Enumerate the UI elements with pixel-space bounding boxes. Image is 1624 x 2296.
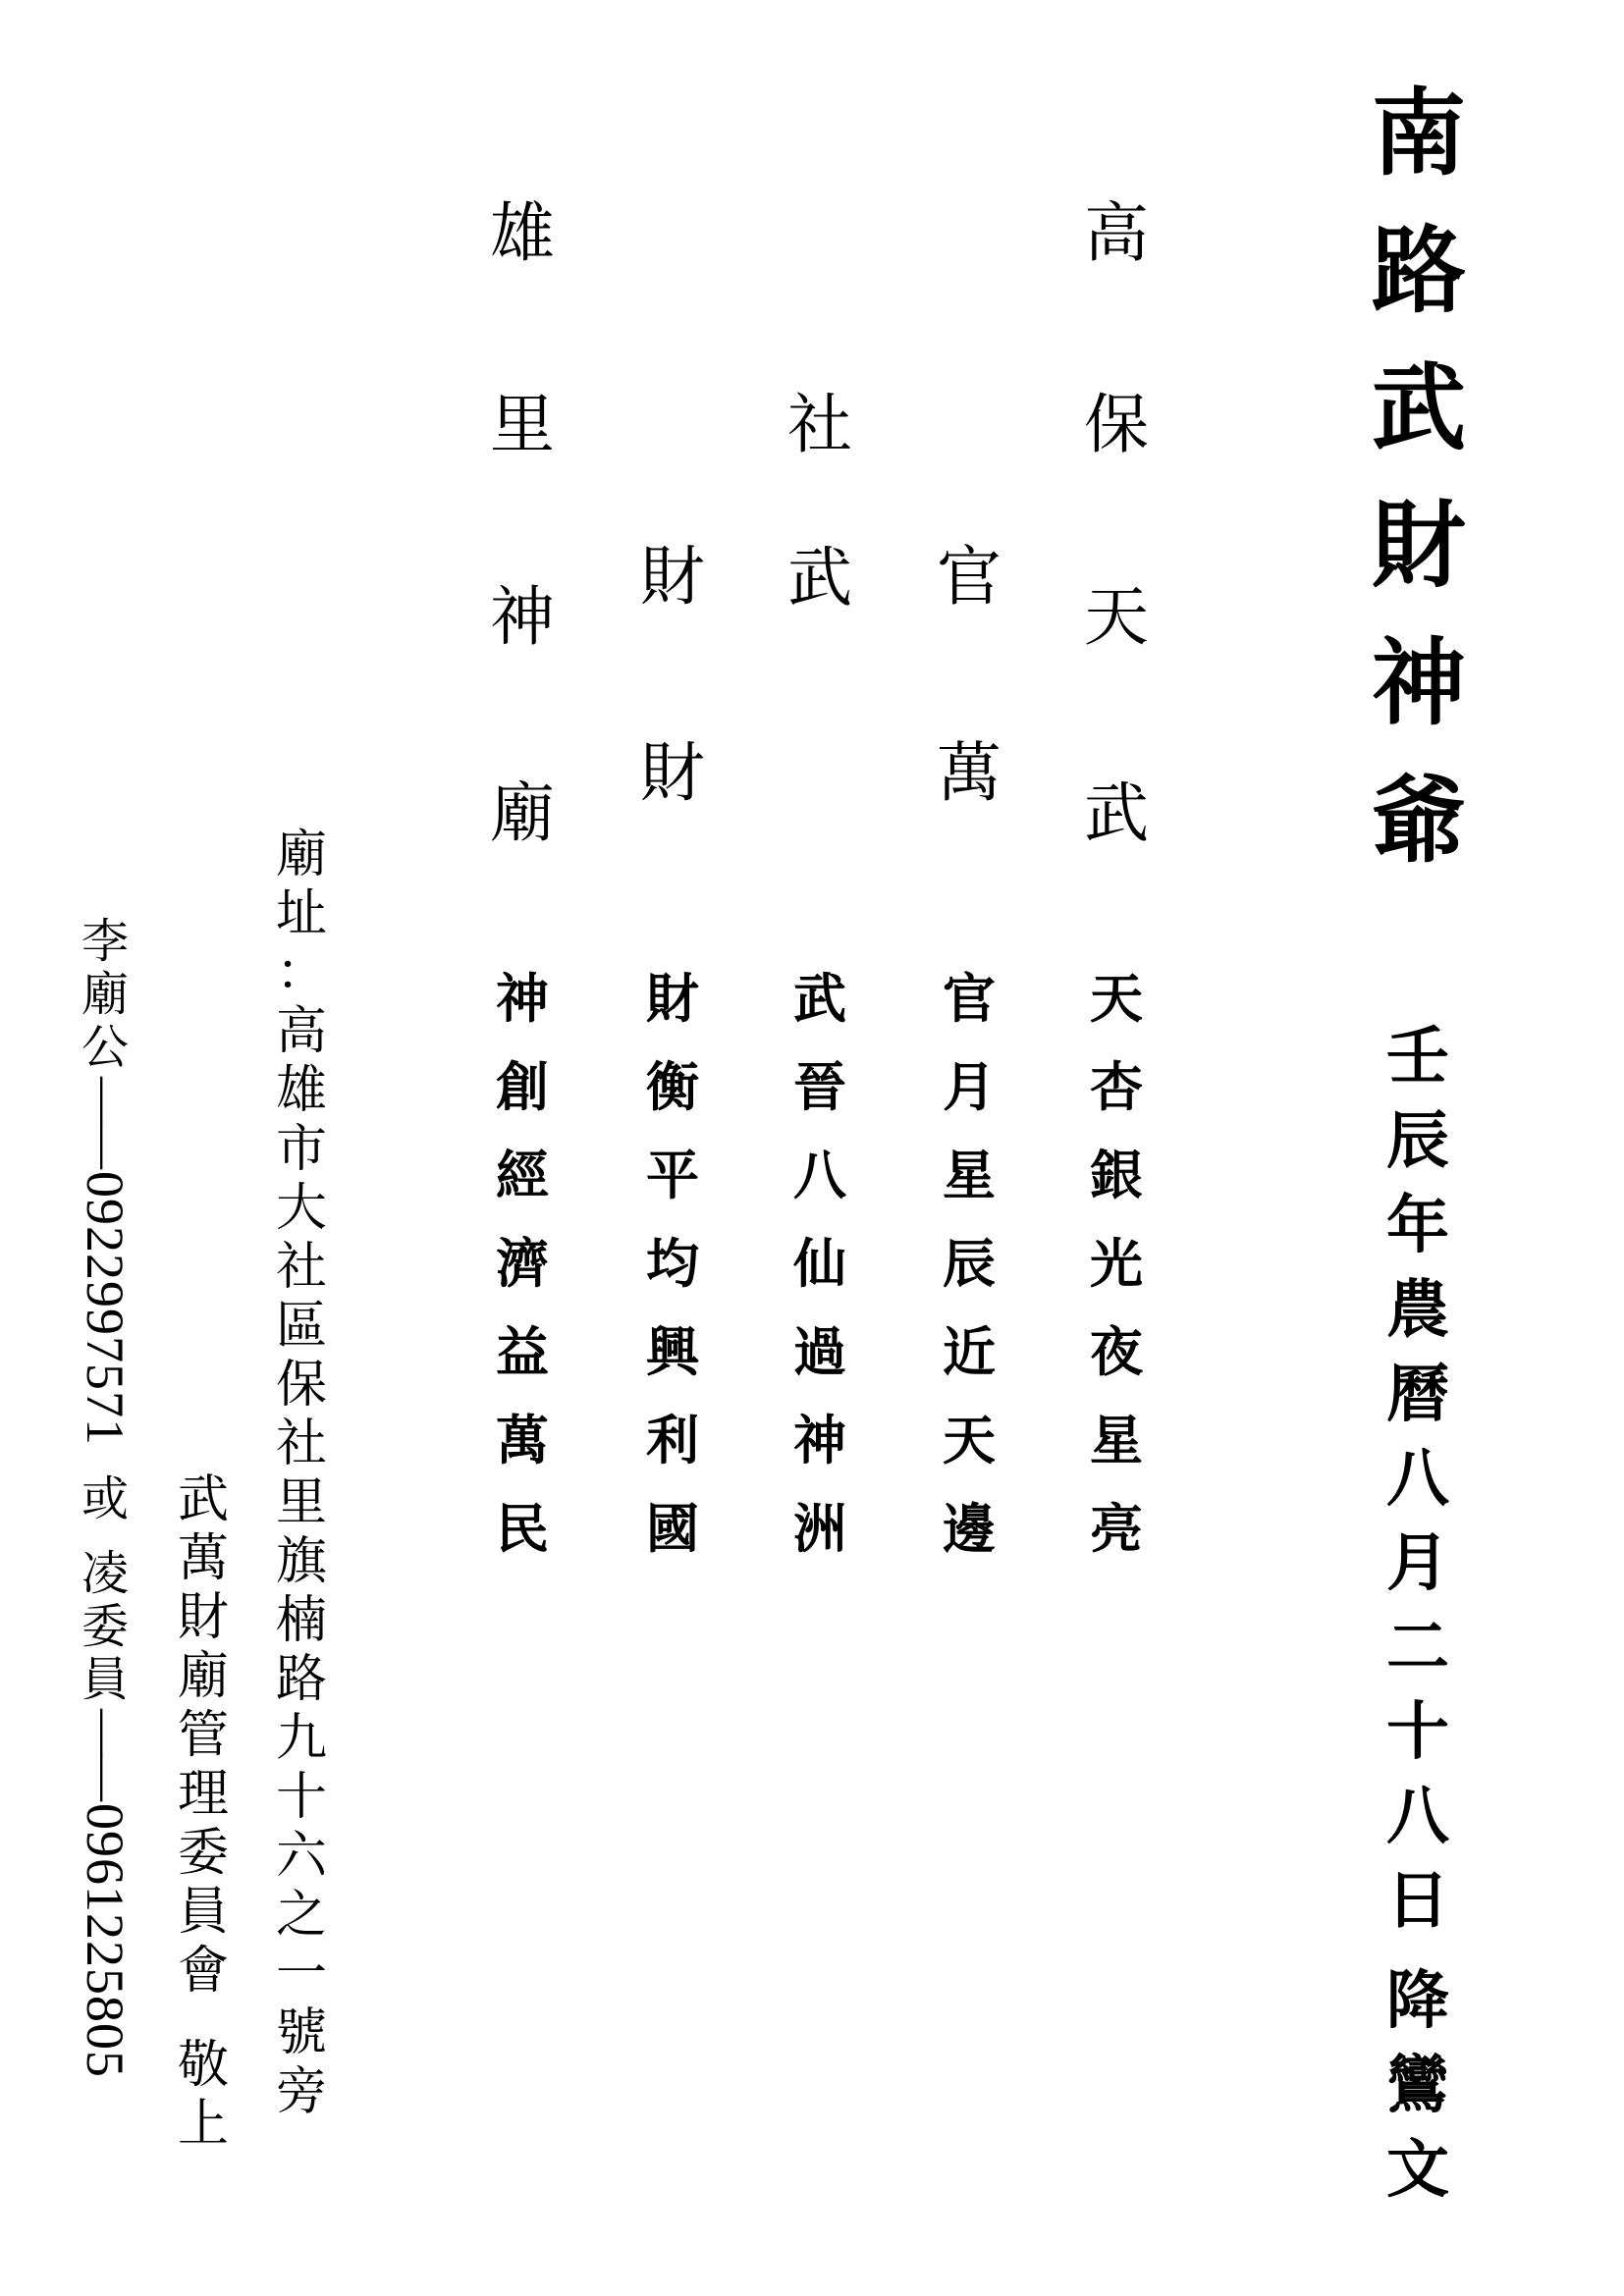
- glyph: 員: [177, 1883, 229, 1942]
- glyph: 神: [1372, 627, 1466, 738]
- glyph: 銀: [1090, 1144, 1143, 1206]
- glyph: 委: [177, 1824, 229, 1883]
- glyph: 社: [275, 1415, 327, 1473]
- glyph: 址: [275, 884, 327, 943]
- glyph: 財: [1372, 490, 1466, 601]
- glyph: 星: [1090, 1409, 1143, 1471]
- contact-person-2: [81, 1546, 129, 1707]
- glyph: 十: [1386, 1695, 1449, 1769]
- glyph: 文: [1386, 2133, 1449, 2207]
- contact-phone-1: 0922997571: [76, 1171, 135, 1446]
- glyph: 八: [793, 1144, 846, 1206]
- acrostic-column-3: 社 武: [787, 387, 852, 615]
- acrostic-column-2: 官 萬: [937, 539, 1001, 811]
- poem-verse-3: [781, 967, 859, 1560]
- glyph: 楠: [275, 1591, 327, 1650]
- glyph: 神: [793, 1409, 846, 1471]
- glyph: 保: [275, 1356, 327, 1415]
- glyph: 平: [646, 1144, 699, 1206]
- glyph: 上: [177, 2095, 229, 2154]
- glyph: 夜: [1090, 1320, 1143, 1383]
- glyph: 二: [1386, 1611, 1449, 1684]
- jiangluan-label: [1386, 1964, 1449, 2207]
- glyph: 經: [496, 1144, 549, 1206]
- poem-verse-2: [930, 967, 1008, 1560]
- committee-signature: [169, 1470, 238, 2154]
- glyph: 旁: [275, 2062, 327, 2121]
- glyph: 一: [275, 1945, 327, 2003]
- poem-verse-4: [633, 967, 712, 1560]
- glyph: 社: [275, 1238, 327, 1297]
- glyph: 廟: [177, 1647, 229, 1706]
- contact-dash-2: ——: [80, 1709, 132, 1799]
- glyph: 六: [275, 1827, 327, 1886]
- glyph: 鸞: [1386, 2049, 1449, 2122]
- glyph: 國: [646, 1497, 699, 1560]
- address-text: [275, 1002, 327, 2121]
- acrostic-column-1: 高 保 天 武: [1084, 195, 1149, 851]
- glyph: 天: [1090, 967, 1143, 1030]
- glyph: 農: [1386, 1273, 1449, 1347]
- glyph: 濟: [496, 1232, 549, 1295]
- glyph: 近: [943, 1320, 996, 1383]
- acrostic-column-5: 雄 里 神 廟: [490, 195, 555, 851]
- glyph: 員: [81, 1652, 129, 1707]
- glyph: 均: [646, 1232, 699, 1295]
- glyph: 敬: [177, 2036, 229, 2095]
- glyph: 八: [1386, 1780, 1449, 1853]
- contact-person-1: [81, 914, 129, 1075]
- contact-or: 或: [81, 1471, 129, 1526]
- glyph: 南: [1372, 78, 1466, 188]
- glyph: 過: [793, 1320, 846, 1383]
- glyph: 廟: [81, 967, 129, 1022]
- glyph: 光: [1090, 1232, 1143, 1295]
- glyph: 路: [1372, 215, 1466, 326]
- glyph: 武: [1372, 352, 1466, 463]
- glyph: 理: [177, 1765, 229, 1824]
- glyph: 里: [275, 1473, 327, 1532]
- glyph: 益: [496, 1320, 549, 1383]
- glyph: 年: [1386, 1189, 1449, 1262]
- glyph: 月: [943, 1055, 996, 1118]
- glyph: ：: [275, 943, 327, 1002]
- glyph: 十: [275, 1768, 327, 1827]
- glyph: 神: [496, 967, 549, 1030]
- poem-verse-5: [483, 967, 562, 1560]
- glyph: 廟: [275, 826, 327, 884]
- glyph: 會: [177, 1942, 229, 2001]
- glyph: 凌: [81, 1546, 129, 1601]
- glyph: 號: [275, 2003, 327, 2062]
- glyph: 武: [793, 967, 846, 1030]
- glyph: 民: [496, 1497, 549, 1560]
- glyph: 九: [275, 1709, 327, 1768]
- glyph: 日: [1386, 1864, 1449, 1938]
- date-line: [1371, 1020, 1465, 2207]
- glyph: 亮: [1090, 1497, 1143, 1560]
- address-label: [275, 826, 327, 1002]
- glyph: 八: [1386, 1442, 1449, 1516]
- glyph: 財: [646, 967, 699, 1030]
- glyph: 大: [275, 1179, 327, 1238]
- acrostic-column-4: 財 財: [640, 539, 705, 811]
- glyph: 辰: [943, 1232, 996, 1295]
- glyph: 路: [275, 1650, 327, 1709]
- glyph: 洲: [793, 1497, 846, 1560]
- glyph: 萬: [177, 1529, 229, 1588]
- glyph: 公: [81, 1020, 129, 1075]
- committee-name: [177, 1470, 229, 2001]
- glyph: 財: [177, 1588, 229, 1647]
- glyph: 利: [646, 1409, 699, 1471]
- glyph: 旗: [275, 1532, 327, 1591]
- glyph: 仙: [793, 1232, 846, 1295]
- contact-dash-1: ——: [80, 1077, 132, 1167]
- glyph: 辰: [1386, 1104, 1449, 1178]
- glyph: 雄: [275, 1061, 327, 1120]
- glyph: 之: [275, 1886, 327, 1945]
- poem-verse-1: [1077, 967, 1156, 1560]
- glyph: 壬: [1386, 1020, 1449, 1094]
- date-text: [1386, 1020, 1449, 1938]
- contact-phone-2: 0961225805: [76, 1803, 135, 2078]
- glyph: 武: [177, 1470, 229, 1529]
- glyph: 天: [943, 1409, 996, 1471]
- temple-address: [267, 826, 336, 2121]
- glyph: 興: [646, 1320, 699, 1383]
- glyph: 萬: [496, 1409, 549, 1471]
- glyph: 區: [275, 1297, 327, 1356]
- glyph: 月: [1386, 1526, 1449, 1600]
- committee-closing: [177, 2036, 229, 2154]
- glyph: 高: [275, 1002, 327, 1061]
- glyph: 管: [177, 1706, 229, 1765]
- contact-info: [71, 914, 139, 2078]
- glyph: 衡: [646, 1055, 699, 1118]
- glyph: 星: [943, 1144, 996, 1206]
- glyph: 官: [943, 967, 996, 1030]
- glyph: 杏: [1090, 1055, 1143, 1118]
- glyph: 李: [81, 914, 129, 969]
- glyph: 創: [496, 1055, 549, 1118]
- glyph: 晉: [793, 1055, 846, 1118]
- glyph: 市: [275, 1120, 327, 1179]
- page-title: [1365, 78, 1473, 876]
- glyph: 邊: [943, 1497, 996, 1560]
- glyph: 委: [81, 1599, 129, 1654]
- glyph: 降: [1386, 1964, 1449, 2038]
- glyph: 爺: [1372, 765, 1466, 876]
- glyph: 曆: [1386, 1358, 1449, 1431]
